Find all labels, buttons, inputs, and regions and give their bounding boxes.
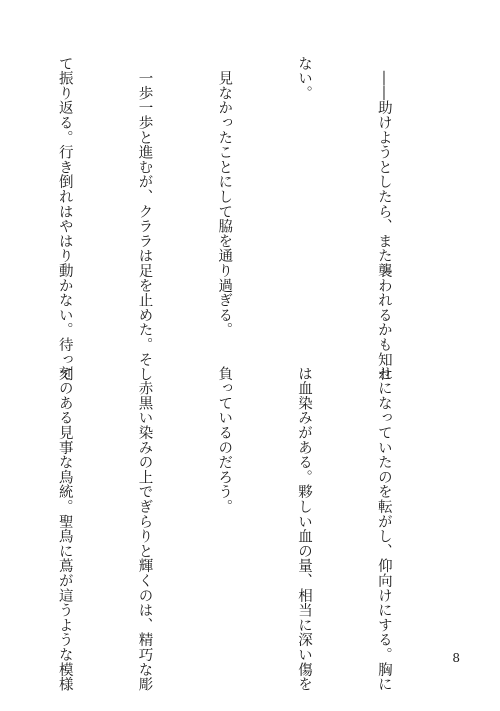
text-line: 負っているのだろう。: [216, 366, 233, 514]
lower-text-block: [56, 366, 450, 692]
text-line: せになっていたのを転がし、仰向けにする。胸に: [375, 366, 392, 692]
text-line: 赤黒い染みの上でぎらりと輝くのは、精巧な彫: [136, 366, 153, 692]
upper-text-block: [56, 56, 450, 382]
text-line: 見なかったことにして脇を通り過ぎる。: [216, 56, 233, 338]
text-line: は血染みがある。夥しい血の量、相当に深い傷を: [296, 366, 313, 692]
text-line: て振り返る。行き倒れはやはり動かない。待って: [56, 56, 73, 382]
page-number: 8: [452, 651, 460, 665]
text-line: 一歩一歩と進むが、クララは足を止めた。そし: [136, 56, 153, 382]
text-line: ない。: [296, 56, 313, 101]
text-line: 刻のある見事な鳥統。聖鳥に蔦が這うような模様: [56, 366, 73, 692]
text-line: ――助けようとしたら、また襲われるかも知れ: [375, 56, 392, 382]
